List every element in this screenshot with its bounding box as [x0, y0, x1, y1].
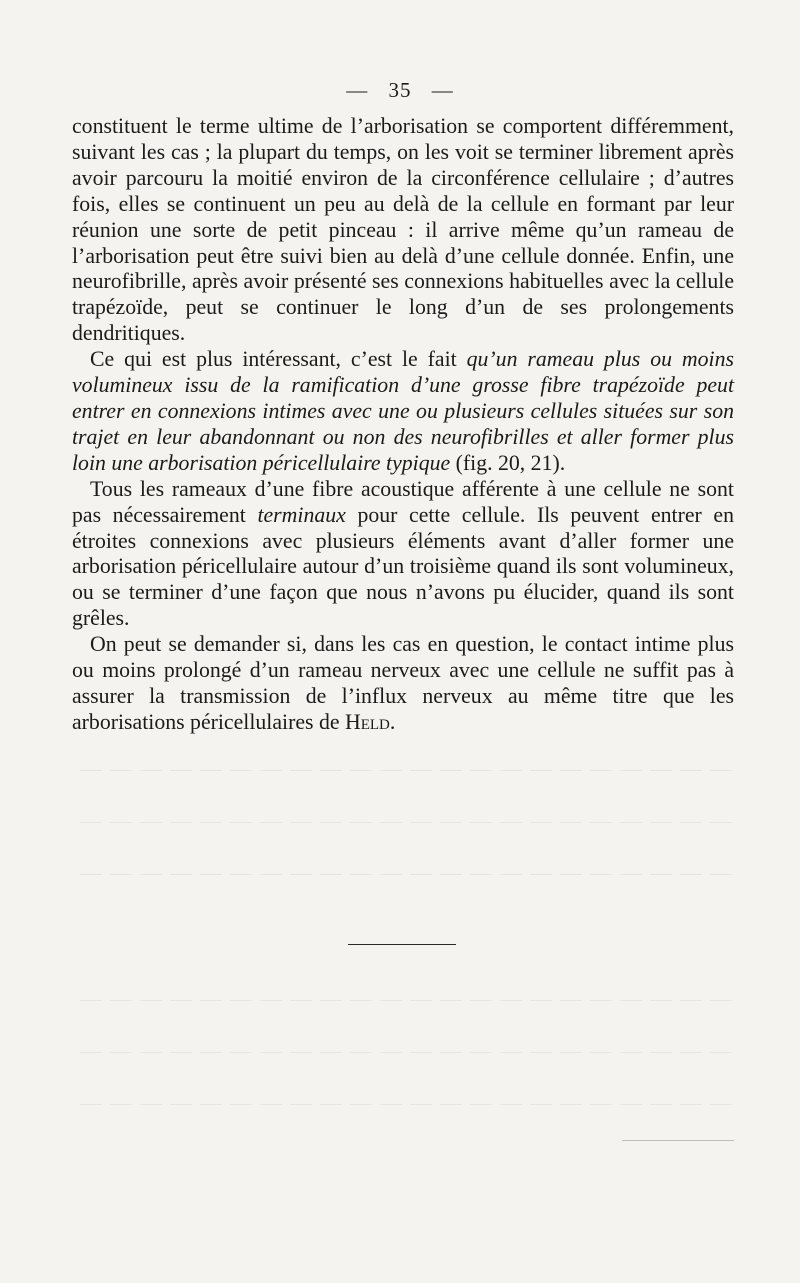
page-header	[0, 78, 800, 103]
section-divider	[348, 944, 456, 945]
paragraph-4	[72, 632, 734, 736]
paragraph-2-start: Ce qui est plus intéressant, c’est le fait	[90, 347, 467, 372]
author-name-held: Held	[344, 709, 390, 734]
paragraph-4-start: On peut se demander si, dans les cas en question, le contact intime plus ou moins prolongé d’un rameau nerveux avec une cellule ne suffit pas à assurer la transmission de l’influx nerveux au même titre que les arborisations péricellulaires de	[72, 632, 734, 734]
bleed-through-line	[80, 770, 740, 771]
bleed-through-footnote-rule	[622, 1140, 734, 1141]
bleed-through-line	[80, 874, 740, 875]
bleed-through-line	[80, 1052, 740, 1053]
paragraph-4-end: .	[389, 709, 396, 734]
paragraph-2-italic: qu’un rameau plus ou moins volumineux issu de la ramification d’une grosse fibre trapézoïde peut entrer en connexions intimes avec une ou plusieurs cellules situées sur son trajet en leur abandonnant ou non des neurofibrilles et aller former plus loin une arborisation péricellulaire typique	[72, 347, 734, 475]
header-dash-right: —	[431, 78, 454, 102]
paragraph-3	[72, 477, 734, 632]
paragraph-3-italic: terminaux	[257, 502, 346, 527]
paragraph-3-end: pour cette cellule. Ils peuvent entrer en étroites connexions avec plusieurs éléments avant d’aller former une arborisation péricellulaire autour d’un troisième quand ils sont volumineux, ou se terminer d’une façon que nous n’avons pu élucider, quand ils sont grêles.	[72, 502, 734, 631]
header-dash-left: —	[346, 78, 369, 102]
paragraph-3-start: Tous les rameaux d’une fibre acoustique afférente à une cellule ne sont pas nécessairement	[72, 476, 734, 527]
paragraph-2	[72, 347, 734, 477]
body-text	[72, 114, 734, 736]
page-number: 35	[388, 78, 412, 102]
bleed-through-line	[80, 1104, 740, 1105]
paragraph-1: constituent le terme ultime de l’arborisation se comportent différemment, suivant les cas ; la plupart du temps, on les voit se terminer librement après avoir parcouru la moitié environ de la circonférence cellulaire ; d’autres fois, elles se continuent un peu au delà de la cellule en formant par leur réunion une sorte de petit pinceau : il arrive même qu’un rameau de l’arborisation peut être suivi bien au delà d’une cellule donnée. Enfin, une neurofibrille, après avoir présenté ses connexions habituelles avec la cellule trapézoïde, peut se continuer le long d’un de ses prolongements dendritiques.	[72, 114, 734, 346]
paragraph-2-end: (fig. 20, 21).	[450, 450, 566, 475]
bleed-through-line	[80, 822, 740, 823]
bleed-through-line	[80, 1000, 740, 1001]
